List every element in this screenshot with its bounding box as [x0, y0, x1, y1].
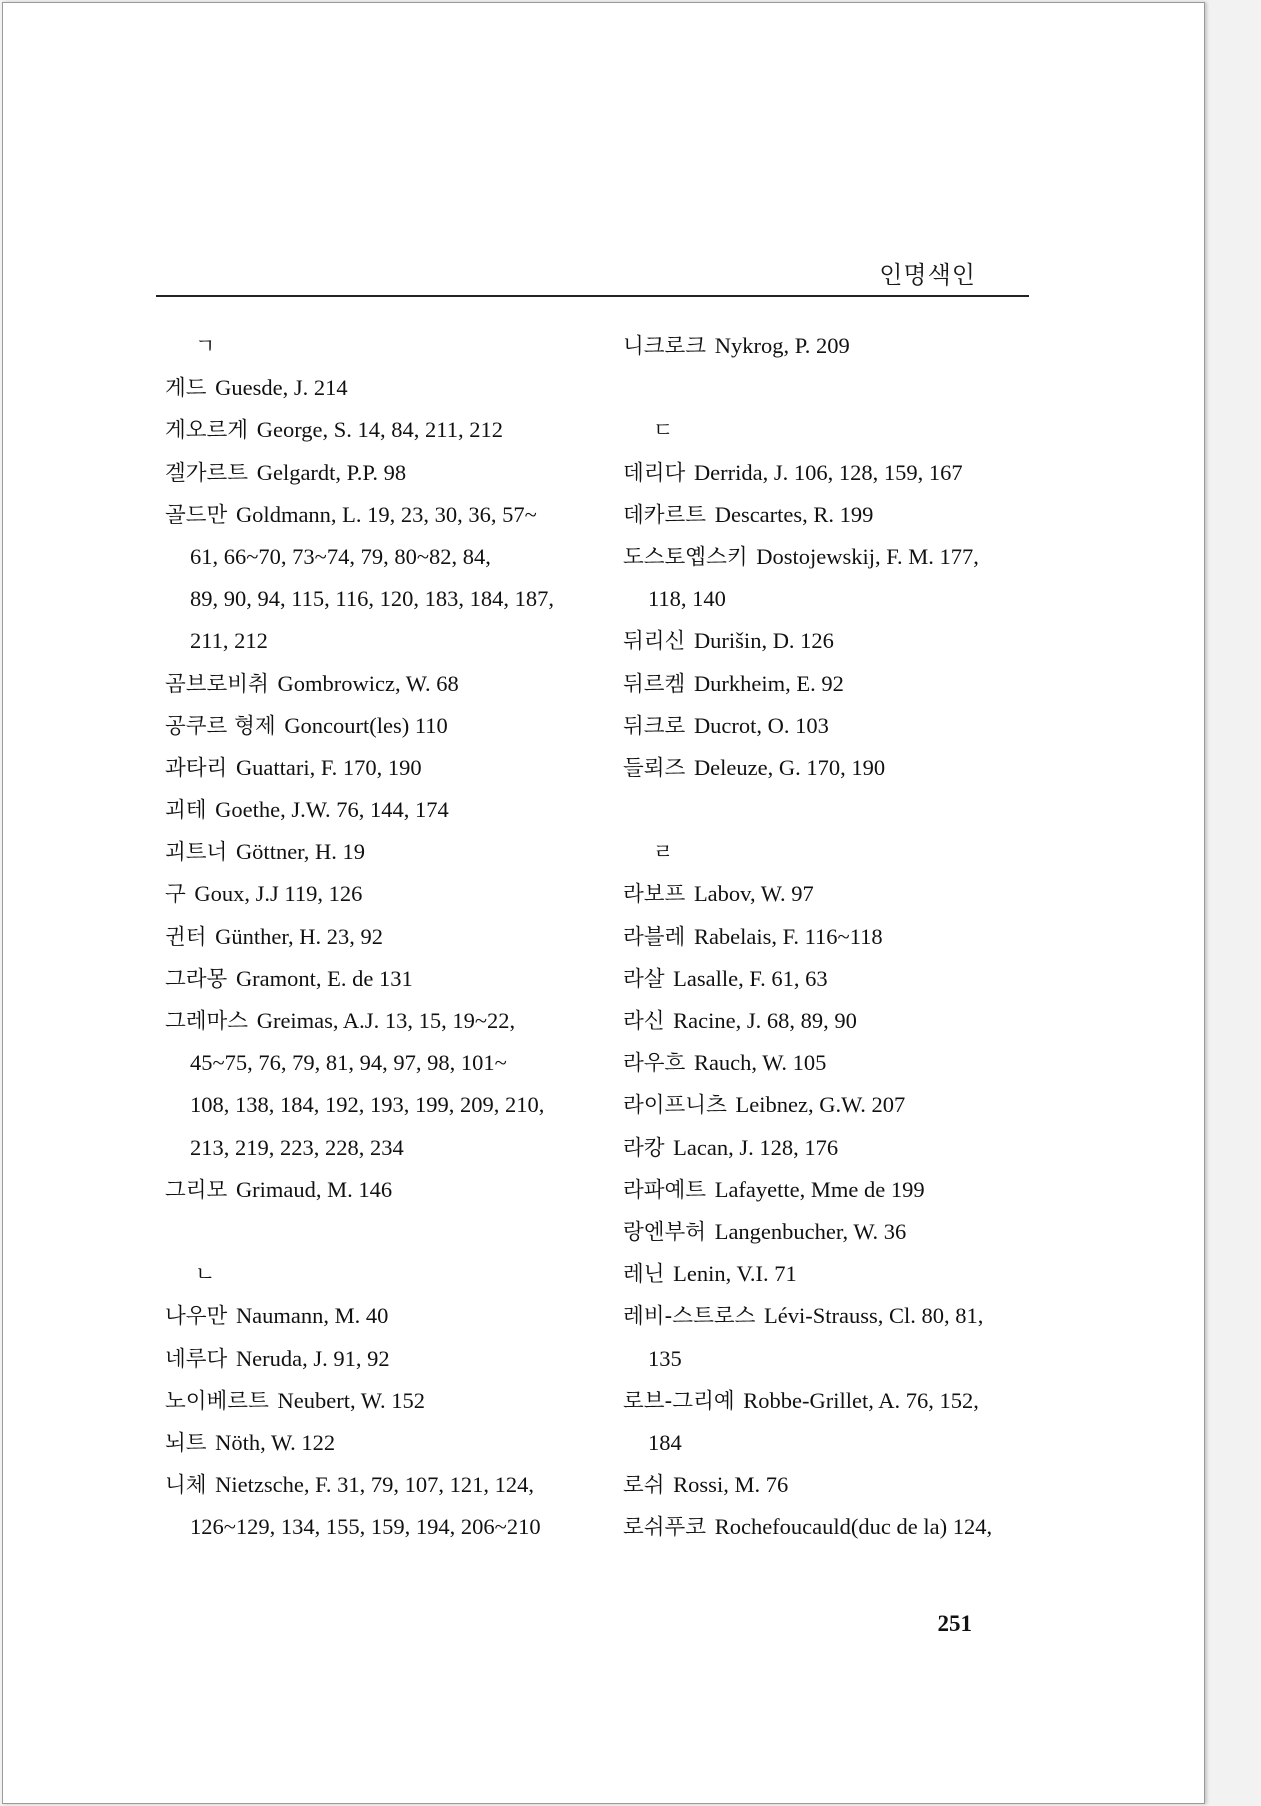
- entry-detail: Goux, J.J 119, 126: [194, 881, 363, 907]
- index-entry: [165, 409, 595, 451]
- index-entry: [623, 1464, 1063, 1506]
- korean-name: 라이프니츠: [623, 1093, 727, 1119]
- index-entry: [165, 494, 595, 536]
- index-entry: [623, 1084, 1063, 1126]
- index-entry-continuation: 126~129, 134, 155, 159, 194, 206~210: [190, 1514, 541, 1540]
- index-entry: [623, 873, 1063, 915]
- entry-detail: Robbe-Grillet, A. 76, 152,: [743, 1387, 979, 1413]
- entry-detail: Guesde, J. 214: [215, 375, 348, 401]
- index-entry: [623, 1127, 1063, 1169]
- entry-detail: Durkheim, E. 92: [693, 670, 844, 696]
- index-entry: [623, 1253, 1063, 1295]
- book-page: [2, 2, 1205, 1804]
- index-entry: [165, 1000, 595, 1042]
- entry-detail: Lenin, V.I. 71: [673, 1261, 797, 1287]
- index-entry: [165, 1464, 595, 1506]
- entry-detail: Gramont, E. de 131: [235, 965, 413, 991]
- korean-name: 들뢰즈: [623, 755, 686, 781]
- korean-name: 귄터: [165, 924, 207, 950]
- korean-name: 구: [165, 882, 186, 908]
- entry-detail: Lafayette, Mme de 199: [714, 1176, 925, 1202]
- section-heading: ㄴ: [195, 1262, 216, 1287]
- index-entry: [165, 705, 595, 747]
- korean-name: 네루다: [165, 1346, 228, 1372]
- entry-detail: Durišin, D. 126: [693, 628, 834, 654]
- index-entry: [623, 452, 1063, 494]
- running-head: 인명색인: [879, 261, 976, 289]
- korean-name: 라블레: [623, 924, 686, 950]
- section-heading: ㄹ: [653, 840, 674, 865]
- index-entry: [623, 1169, 1063, 1211]
- index-entry: [623, 325, 1063, 367]
- page-number: 251: [937, 1611, 972, 1636]
- korean-name: 랑엔부허: [623, 1219, 707, 1245]
- index-entry: [165, 789, 595, 831]
- entry-detail: Greimas, A.J. 13, 15, 19~22,: [256, 1008, 516, 1033]
- entry-detail: Lévi-Strauss, Cl. 80, 81,: [764, 1303, 984, 1329]
- index-entry: [623, 1380, 1063, 1422]
- index-column-right: [623, 325, 1063, 1548]
- korean-name: 도스토옙스키: [623, 544, 748, 570]
- blank-line: [623, 789, 1063, 831]
- korean-name: 라살: [623, 966, 665, 992]
- entry-detail: Goldmann, L. 19, 23, 30, 36, 57~: [235, 501, 537, 527]
- entry-detail: Grimaud, M. 146: [235, 1176, 393, 1202]
- korean-name: 겔가르트: [165, 460, 249, 486]
- entry-detail: Guattari, F. 170, 190: [235, 754, 422, 780]
- index-entry: [623, 1211, 1063, 1253]
- entry-detail: Goncourt(les) 110: [284, 712, 448, 738]
- index-entry-continuation: 45~75, 76, 79, 81, 94, 97, 98, 101~: [190, 1050, 507, 1076]
- korean-name: 레비-스트로스: [623, 1304, 756, 1330]
- korean-name: 곰브로비취: [165, 671, 269, 697]
- entry-detail: Lasalle, F. 61, 63: [673, 965, 828, 991]
- section-heading: ㄷ: [653, 418, 674, 443]
- entry-detail: Langenbucher, W. 36: [714, 1218, 907, 1244]
- entry-detail: Rabelais, F. 116~118: [693, 923, 883, 949]
- entry-detail: Göttner, H. 19: [235, 839, 366, 865]
- index-entry: [623, 916, 1063, 958]
- korean-name: 과타리: [165, 755, 228, 781]
- korean-name: 로쉬푸코: [623, 1515, 707, 1541]
- entry-detail: Goethe, J.W. 76, 144, 174: [215, 797, 449, 823]
- korean-name: 데리다: [623, 460, 686, 486]
- index-entry: [623, 1506, 1063, 1548]
- index-entry: [623, 705, 1063, 747]
- korean-name: 뒤크로: [623, 713, 686, 739]
- index-entry: [165, 831, 595, 873]
- blank-line: [165, 1211, 595, 1253]
- entry-detail: Deleuze, G. 170, 190: [693, 754, 886, 780]
- korean-name: 니체: [165, 1473, 207, 1499]
- index-entry: [623, 747, 1063, 789]
- entry-detail: Derrida, J. 106, 128, 159, 167: [693, 459, 963, 485]
- entry-detail: Nietzsche, F. 31, 79, 107, 121, 124,: [215, 1472, 534, 1498]
- index-entry: [165, 1422, 595, 1464]
- korean-name: 뒤르켐: [623, 671, 686, 697]
- entry-detail: Nykrog, P. 209: [714, 333, 850, 358]
- entry-detail: Racine, J. 68, 89, 90: [673, 1008, 857, 1033]
- index-entry-continuation: 213, 219, 223, 228, 234: [190, 1134, 404, 1160]
- header-rule: [156, 295, 1029, 297]
- korean-name: 데카르트: [623, 502, 707, 528]
- index-entry: [165, 452, 595, 494]
- korean-name: 그라몽: [165, 966, 228, 992]
- entry-detail: Günther, H. 23, 92: [215, 923, 383, 949]
- index-entry: [165, 1295, 595, 1337]
- korean-name: 레닌: [623, 1262, 665, 1288]
- korean-name: 뒤리신: [623, 629, 686, 655]
- index-entry: [165, 958, 595, 1000]
- entry-detail: Descartes, R. 199: [714, 501, 874, 527]
- index-entry: [623, 958, 1063, 1000]
- korean-name: 그레마스: [165, 1009, 249, 1034]
- korean-name: 라캉: [623, 1135, 665, 1161]
- korean-name: 게오르게: [165, 418, 249, 444]
- entry-detail: Gelgardt, P.P. 98: [256, 459, 407, 485]
- index-entry-continuation: 108, 138, 184, 192, 193, 199, 209, 210,: [190, 1092, 545, 1118]
- index-entry-continuation: 61, 66~70, 73~74, 79, 80~82, 84,: [190, 543, 491, 569]
- index-entry: [165, 1338, 595, 1380]
- index-entry: [623, 663, 1063, 705]
- index-entry: [165, 747, 595, 789]
- entry-detail: Rauch, W. 105: [693, 1050, 827, 1076]
- korean-name: 로쉬: [623, 1473, 665, 1499]
- blank-line: [623, 367, 1063, 409]
- korean-name: 골드만: [165, 502, 228, 528]
- entry-detail: George, S. 14, 84, 211, 212: [256, 417, 503, 443]
- index-entry: [165, 1169, 595, 1211]
- entry-detail: Neruda, J. 91, 92: [235, 1345, 390, 1371]
- korean-name: 노이베르트: [165, 1388, 269, 1414]
- korean-name: 나우만: [165, 1304, 228, 1330]
- korean-name: 라파예트: [623, 1177, 707, 1203]
- index-entry: [165, 367, 595, 409]
- entry-detail: Leibnez, G.W. 207: [735, 1092, 906, 1118]
- entry-detail: Lacan, J. 128, 176: [673, 1134, 839, 1160]
- index-entry: [623, 1295, 1063, 1337]
- index-entry: [623, 620, 1063, 662]
- index-entry: [165, 663, 595, 705]
- korean-name: 로브-그리예: [623, 1388, 735, 1414]
- korean-name: 라보프: [623, 882, 686, 908]
- entry-detail: Dostojewskij, F. M. 177,: [756, 543, 979, 569]
- entry-detail: Rochefoucauld(duc de la) 124,: [714, 1514, 993, 1540]
- korean-name: 라우흐: [623, 1051, 686, 1077]
- entry-detail: Rossi, M. 76: [673, 1472, 789, 1498]
- entry-detail: Nöth, W. 122: [215, 1429, 336, 1455]
- section-heading: ㄱ: [195, 334, 216, 358]
- index-entry: [165, 873, 595, 915]
- korean-name: 공쿠르 형제: [165, 713, 276, 739]
- entry-detail: Neubert, W. 152: [277, 1387, 425, 1413]
- index-entry: [623, 1000, 1063, 1042]
- entry-detail: Gombrowicz, W. 68: [277, 670, 459, 696]
- korean-name: 뇌트: [165, 1430, 207, 1456]
- index-entry: [165, 1380, 595, 1422]
- index-entry: [165, 916, 595, 958]
- index-entry-continuation: 184: [648, 1429, 682, 1455]
- index-entry: [623, 1042, 1063, 1084]
- korean-name: 괴트너: [165, 840, 228, 866]
- korean-name: 니크로크: [623, 334, 707, 359]
- index-entry-continuation: 89, 90, 94, 115, 116, 120, 183, 184, 187,: [190, 586, 554, 612]
- index-entry: [623, 536, 1063, 578]
- entry-detail: Ducrot, O. 103: [693, 712, 829, 738]
- korean-name: 라신: [623, 1009, 665, 1034]
- korean-name: 괴테: [165, 798, 207, 824]
- index-entry-continuation: 211, 212: [190, 628, 268, 654]
- korean-name: 게드: [165, 376, 207, 402]
- index-entry: [623, 494, 1063, 536]
- entry-detail: Naumann, M. 40: [235, 1303, 389, 1329]
- index-entry-continuation: 135: [648, 1345, 682, 1371]
- korean-name: 그리모: [165, 1177, 228, 1203]
- index-entry-continuation: 118, 140: [648, 586, 726, 612]
- index-column-left: [165, 325, 595, 1548]
- entry-detail: Labov, W. 97: [693, 881, 814, 907]
